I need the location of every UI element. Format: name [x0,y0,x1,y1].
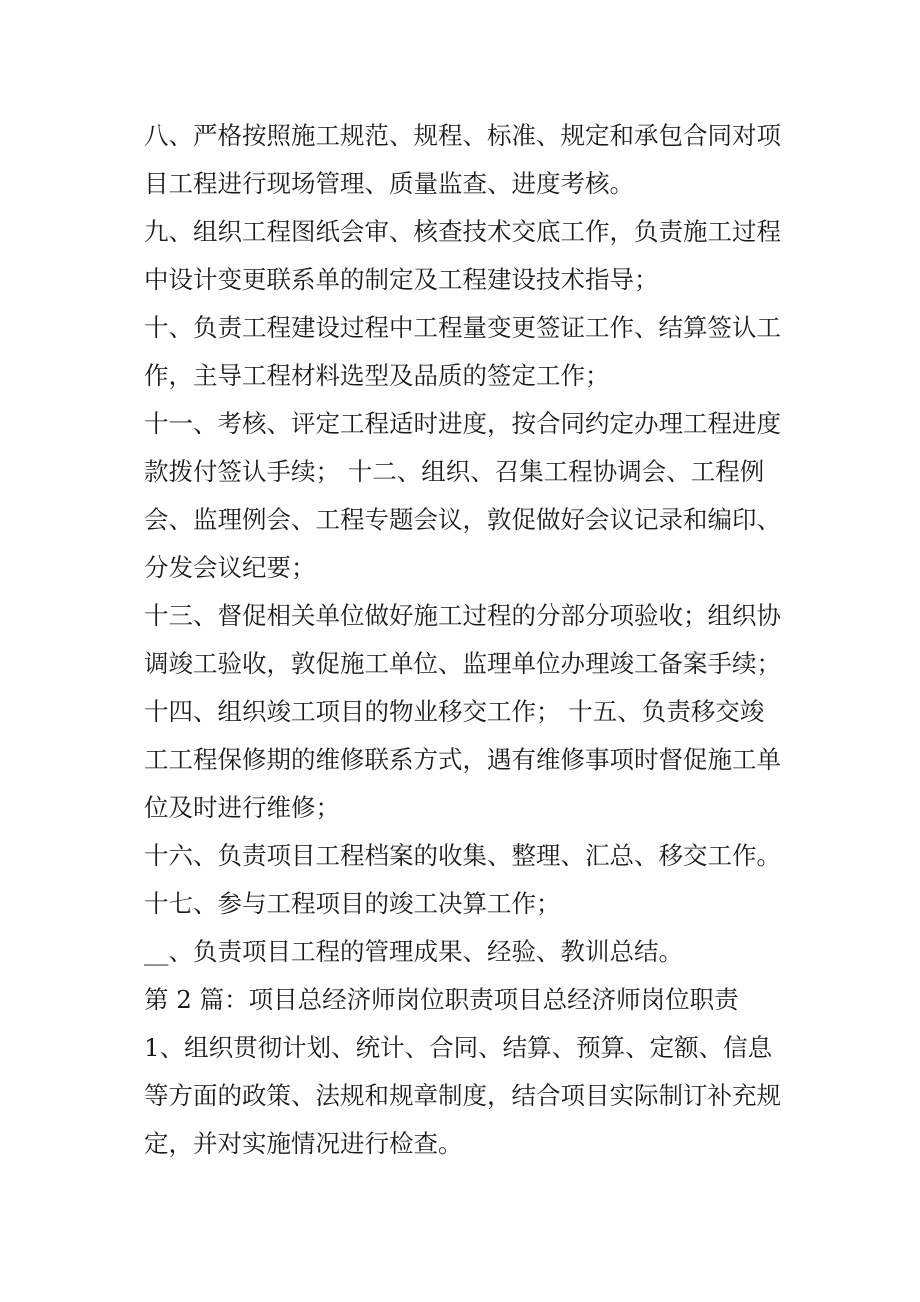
text-line: 十七、参与工程项目的竣工决算工作； [144,889,561,918]
text-line: 分发会议纪要； [144,553,316,582]
text-line: 十六、负责项目工程档案的收集、整理、汇总、移交工作。 [144,841,781,870]
document-body [144,112,804,1168]
text-line: 调竣工验收，敦促施工单位、监理单位办理竣工备案手续； [144,649,781,678]
text-line: __、负责项目工程的管理成果、经验、教训总结。 [144,937,683,966]
text-line: 目工程进行现场管理、质量监查、进度考核。 [144,169,634,198]
text-line: 九、组织工程图纸会审、核查技术交底工作，负责施工过程 [144,217,781,246]
text-line: 十、负责工程建设过程中工程量变更签证工作、结算签认工 [144,313,781,342]
text-line: 八、严格按照施工规范、规程、标准、规定和承包合同对项 [144,121,781,150]
text-line: 款拨付签认手续； 十二、组织、召集工程协调会、工程例 [144,457,765,486]
text-line: 等方面的政策、法规和规章制度，结合项目实际制订补充规 [144,1081,781,1110]
text-line: 工工程保修期的维修联系方式，遇有维修事项时督促施工单 [144,745,781,774]
text-line: 十三、督促相关单位做好施工过程的分部分项验收；组织协 [144,601,781,630]
text-line: 会、监理例会、工程专题会议，敦促做好会议记录和编印、 [144,505,781,534]
text-line: 作，主导工程材料选型及品质的签定工作； [144,361,610,390]
text-line: 十一、考核、评定工程适时进度，按合同约定办理工程进度 [144,409,781,438]
text-line: 中设计变更联系单的制定及工程建设技术指导； [144,265,659,294]
text-line: 定，并对实施情况进行检查。 [144,1129,463,1158]
text-line: 位及时进行维修； [144,793,340,822]
text-line: 1、组织贯彻计划、统计、合同、结算、预算、定额、信息 [144,1033,773,1062]
section-heading: 第 2 篇：项目总经济师岗位职责项目总经济师岗位职责 [144,985,739,1014]
text-line: 十四、组织竣工项目的物业移交工作； 十五、负责移交竣 [144,697,765,726]
